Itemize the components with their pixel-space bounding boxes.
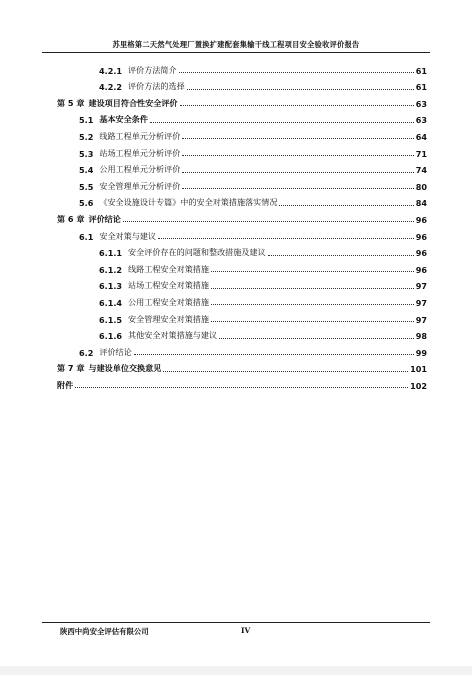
toc-entry-number: 4.2.1 [99, 65, 123, 76]
toc-entry[interactable] [57, 125, 427, 142]
toc-entry-title: 建设项目符合性安全评价 [88, 97, 178, 108]
toc-entry-title: 评价方法简介 [128, 64, 177, 75]
toc-entry-number: 6.1.2 [99, 264, 123, 275]
toc-entry[interactable] [57, 109, 427, 126]
toc-entry-page: 97 [415, 297, 427, 308]
toc-entry-number: 6.1.6 [99, 331, 123, 342]
toc-leader-dots [279, 205, 413, 206]
footer-divider [42, 622, 430, 623]
toc-leader-dots [211, 304, 414, 305]
toc-leader-dots [182, 138, 413, 139]
toc-entry-page: 61 [415, 65, 427, 76]
toc-leader-dots [211, 288, 414, 289]
toc-entry-page: 71 [415, 148, 427, 159]
toc-entry-page: 96 [415, 264, 427, 275]
toc-entry-number: 5.1 [79, 115, 94, 126]
toc-entry[interactable] [57, 291, 427, 308]
toc-entry-page: 98 [415, 331, 427, 342]
footer-page-number: IV [241, 626, 251, 635]
toc-entry-title: 与建设单位交换意见 [88, 363, 162, 374]
toc-leader-dots [182, 172, 413, 173]
toc-leader-dots [187, 89, 414, 90]
toc-entry[interactable] [57, 374, 427, 391]
toc-entry-page: 101 [410, 364, 427, 375]
toc-leader-dots [163, 371, 408, 372]
toc-entry-number: 5.4 [79, 165, 94, 176]
toc-entry-number: 5.5 [79, 181, 94, 192]
toc-entry-title: 安全管理安全对策措施 [128, 313, 209, 324]
toc-leader-dots [179, 72, 414, 73]
toc-entry-title: 公用工程安全对策措施 [128, 296, 209, 307]
toc-entry[interactable] [57, 325, 427, 342]
toc-leader-dots [150, 122, 414, 123]
toc-entry-title: 附件 [57, 379, 74, 390]
toc-entry[interactable] [57, 192, 427, 209]
toc-leader-dots [219, 338, 414, 339]
toc-entry[interactable] [57, 358, 427, 375]
toc-entry-page: 97 [415, 314, 427, 325]
toc-leader-dots [182, 155, 413, 156]
toc-entry[interactable] [57, 242, 427, 259]
toc-entry-title: 评价结论 [99, 346, 132, 357]
toc-entry-page: 84 [415, 198, 427, 209]
toc-entry-page: 96 [415, 248, 427, 259]
header-divider [42, 52, 430, 53]
toc-entry[interactable] [57, 258, 427, 275]
toc-entry-title: 其他安全对策措施与建议 [128, 330, 218, 341]
toc-entry-title: 《安全设施设计专篇》中的安全对策措施落实情况 [99, 197, 278, 208]
viewer-bottom-bar [0, 666, 472, 675]
footer-company: 陕西中尚安全评估有限公司 [60, 627, 149, 636]
toc-entry-page: 64 [415, 131, 427, 142]
toc-entry[interactable] [57, 175, 427, 192]
toc-entry-number: 6.1.5 [99, 314, 123, 325]
toc-entry-page: 61 [415, 82, 427, 93]
toc-entry-title: 基本安全条件 [99, 114, 148, 125]
toc-entry-number: 5.2 [79, 131, 94, 142]
toc-entry-number: 6.1.4 [99, 297, 123, 308]
toc-entry-page: 102 [410, 380, 427, 391]
toc-entry-title: 站场工程单元分析评价 [99, 147, 181, 158]
toc-entry-number: 6.1.3 [99, 281, 123, 292]
toc-leader-dots [123, 221, 414, 222]
toc-entry[interactable] [57, 159, 427, 176]
toc-leader-dots [134, 354, 414, 355]
toc-entry[interactable] [57, 142, 427, 159]
toc-entry-number: 第 7 章 [57, 363, 85, 374]
toc-entry-title: 公用工程单元分析评价 [99, 164, 181, 175]
toc-leader-dots [182, 188, 413, 189]
toc-leader-dots [158, 238, 414, 239]
toc-leader-dots [211, 271, 414, 272]
toc-entry-number: 第 5 章 [57, 97, 85, 108]
toc-entry-page: 96 [415, 214, 427, 225]
toc-entry[interactable] [57, 308, 427, 325]
toc-entry-page: 63 [415, 115, 427, 126]
toc-entry-page: 63 [415, 98, 427, 109]
toc-entry-number: 6.1 [79, 231, 94, 242]
toc-entry-title: 线路工程单元分析评价 [99, 130, 181, 141]
toc-entry-number: 第 6 章 [57, 213, 85, 224]
toc-entry-number: 5.3 [79, 148, 94, 159]
toc-entry[interactable] [57, 76, 427, 93]
toc-leader-dots [268, 255, 414, 256]
toc-entry-title: 站场工程安全对策措施 [128, 280, 209, 291]
toc-entry-page: 80 [415, 181, 427, 192]
toc-entry-number: 4.2.2 [99, 82, 123, 93]
toc-entry[interactable] [57, 341, 427, 358]
toc-entry-title: 安全管理单元分析评价 [99, 180, 181, 191]
table-of-contents [57, 59, 427, 391]
toc-entry[interactable] [57, 275, 427, 292]
toc-entry-page: 99 [415, 347, 427, 358]
toc-entry-page: 96 [415, 231, 427, 242]
toc-entry-number: 6.1.1 [99, 248, 123, 259]
toc-entry[interactable] [57, 59, 427, 76]
toc-entry-page: 97 [415, 281, 427, 292]
toc-entry-title: 线路工程安全对策措施 [128, 263, 209, 274]
toc-entry-title: 评价结论 [88, 213, 121, 224]
page-header-title: 苏里格第二天然气处理厂置换扩建配套集输干线工程项目安全验收评价报告 [112, 40, 360, 49]
toc-entry-title: 评价方法的选择 [128, 81, 185, 92]
toc-entry-title: 安全评价存在的问题和整改措施及建议 [128, 247, 266, 258]
toc-leader-dots [211, 321, 414, 322]
toc-entry[interactable] [57, 225, 427, 242]
toc-leader-dots [180, 105, 414, 106]
toc-entry[interactable] [57, 208, 427, 225]
toc-leader-dots [75, 387, 408, 388]
toc-entry[interactable] [57, 92, 427, 109]
toc-entry-title: 安全对策与建议 [99, 230, 157, 241]
toc-entry-number: 6.2 [79, 347, 94, 358]
toc-entry-page: 74 [415, 165, 427, 176]
toc-entry-number: 5.6 [79, 198, 94, 209]
